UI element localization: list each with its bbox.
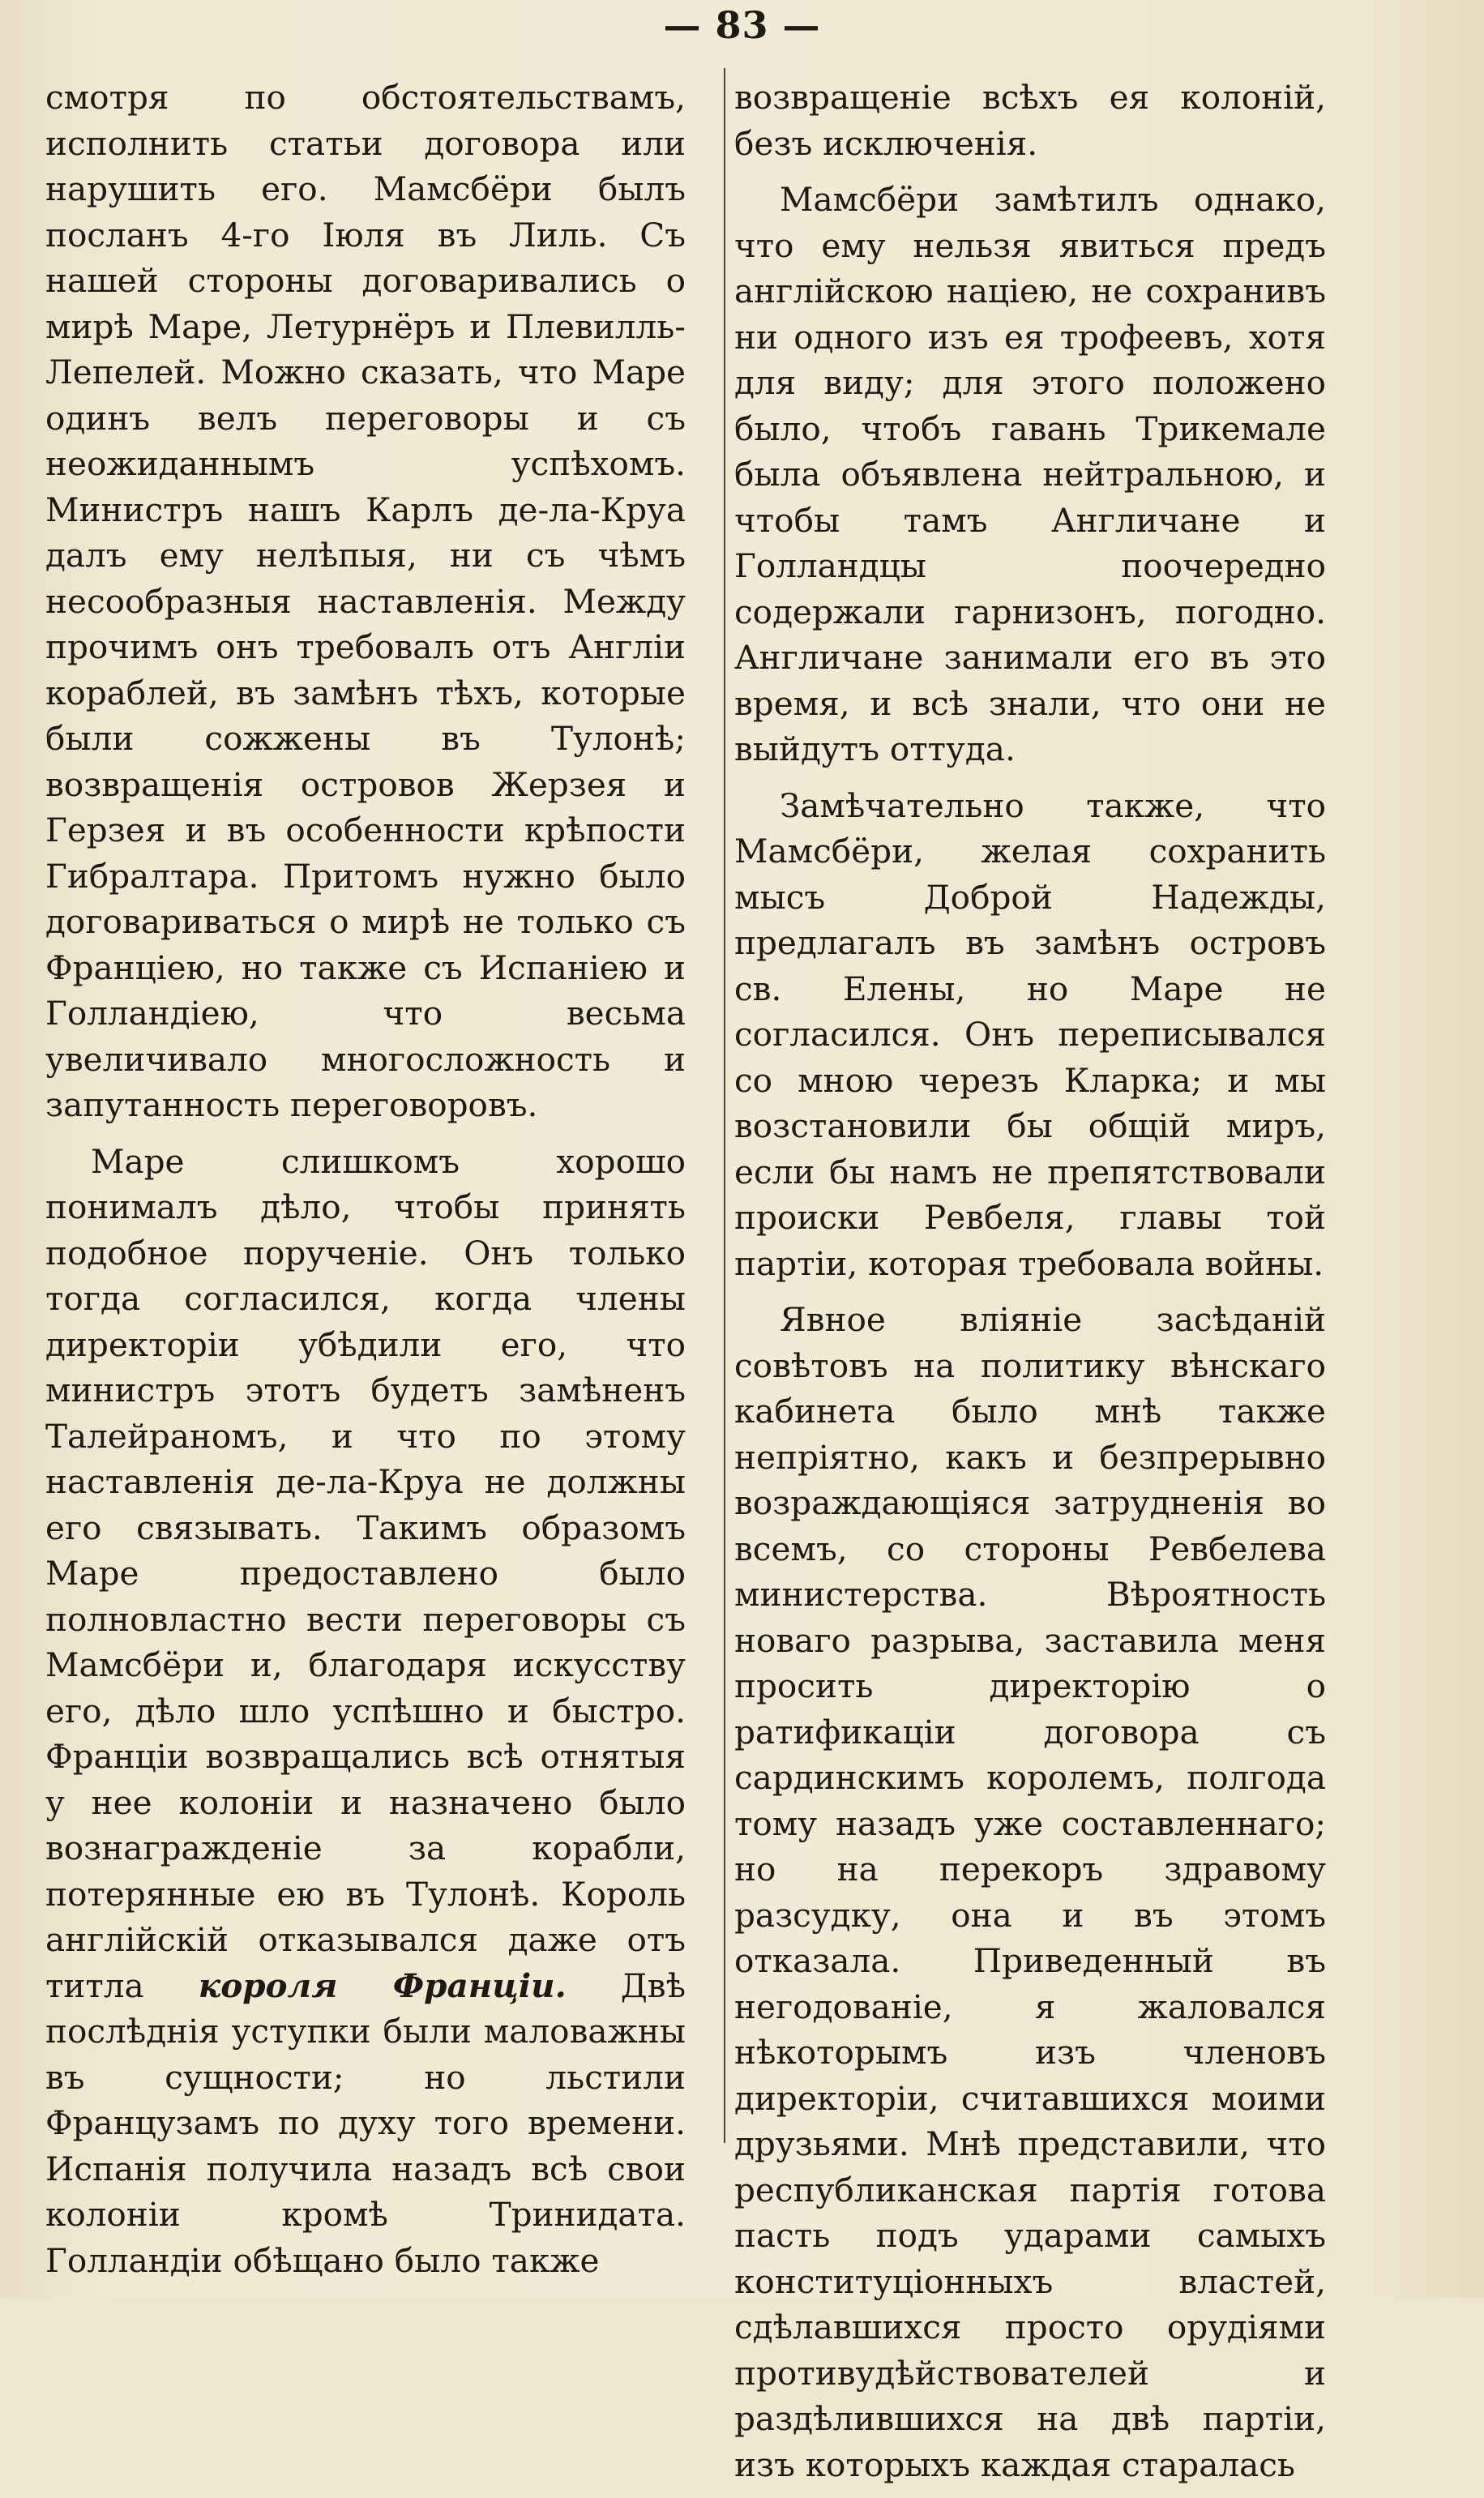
- right-column: [734, 75, 1326, 2498]
- page-number: — 83 —: [663, 3, 821, 47]
- right-paragraph-1: возвращеніе всѣхъ ея колоній, безъ исключенія.: [734, 78, 1326, 163]
- italic-title-king-of-france: короля Франціи.: [198, 1965, 567, 2005]
- left-column: [45, 75, 686, 2294]
- left-paragraph-2: [45, 1139, 686, 2284]
- left-paragraph-1: смотря по обстоятельствамъ, исполнить статьи договора или нарушить его. Мамсбёри былъ посланъ 4-го Іюля въ Лиль. Съ нашей стороны договаривались о мирѣ Маре, Летурнёръ и Плевилль-Лепелей. Можно сказать, что Маре одинъ велъ переговоры и съ неожиданнымъ успѣхомъ. Министръ нашъ Карлъ де-ла-Круа далъ ему нелѣпыя, ни съ чѣмъ несообразныя наставленія. Между прочимъ онъ требовалъ отъ Англіи кораблей, въ замѣнъ тѣхъ, которые были сожжены въ Тулонѣ; возвращенія островов Жерзея и Герзея и въ особенности крѣпости Гибралтара. Притомъ нужно было договариваться о мирѣ не только съ Франціею, но также съ Испаніею и Голландіею, что весьма увеличивало многосложность и запутанность переговоровъ.: [45, 78, 686, 1124]
- left-paragraph-2-text: Маре слишкомъ хорошо понималъ дѣло, чтобы принять подобное порученіе. Онъ только тогда согласился, когда члены директоріи убѣдили его, что министръ этотъ будетъ замѣненъ Талейраномъ, и что по этому наставленія де-ла-Круа не должны его связывать. Такимъ образомъ Маре предоставлено было полновластно вести переговоры съ Мамсбёри и, благодаря искусству его, дѣло шло успѣшно и быстро. Франціи возвращались всѣ отнятыя у нее колоніи и назначено было вознагражденіе за корабли, потерянные ею въ Тулонѣ. Король англійскій отказывался даже отъ титла: [45, 1141, 686, 2005]
- left-paragraph-2-tail: Двѣ послѣднія уступки были маловажны въ сущности; но льстили Французамъ по духу того времени. Испанія получила назадъ всѣ свои колоніи кромѣ Тринидата. Голландіи обѣщано было также: [45, 1965, 686, 2280]
- right-paragraph-3: Замѣчательно также, что Мамсбёри, желая сохранить мысъ Доброй Надежды, предлагалъ въ замѣнъ островъ св. Елены, но Маре не согласился. Онъ переписывался со мною черезъ Кларка; и мы возстановили бы общій миръ, если бы намъ не препятствовали происки Ревбеля, главы той партіи, которая требовала войны.: [734, 785, 1326, 1283]
- right-paragraph-2: Мамсбёри замѣтилъ однако, что ему нельзя явиться предъ англійскою націею, не сохранивъ ни одного изъ ея трофеевъ, хотя для виду; для этого положено было, чтобъ гавань Трикемале была объявлена нейтральною, и чтобы тамъ Англичане и Голландцы поочередно содержали гарнизонъ, погодно. Англичане занимали его въ это время, и всѣ знали, что они не выйдутъ оттуда.: [734, 180, 1326, 768]
- column-divider: [724, 68, 725, 2143]
- right-paragraph-4: Явное вліяніе засѣданій совѣтовъ на политику вѣнскаго кабинета было мнѣ также непріятно, какъ и безпрерывно возраждающіяся затрудненія во всемъ, со стороны Ревбелева министерства. Вѣроятность новаго разрыва, заставила меня просить директорію о ратификаціи договора съ сардинскимъ королемъ, полгода тому назадъ уже составленнаго; но на перекоръ здравому разсудку, она и въ этомъ отказала. Приведенный въ негодованіе, я жаловался нѣкоторымъ изъ членовъ директоріи, считавшихся моими друзьями. Мнѣ представили, что республиканская партія готова пасть подъ ударами самыхъ конституціонныхъ властей, сдѣлавшихся просто орудіями противудѣйствователей и раздѣлившихся на двѣ партіи, изъ которыхъ каждая старалась: [734, 1300, 1326, 2484]
